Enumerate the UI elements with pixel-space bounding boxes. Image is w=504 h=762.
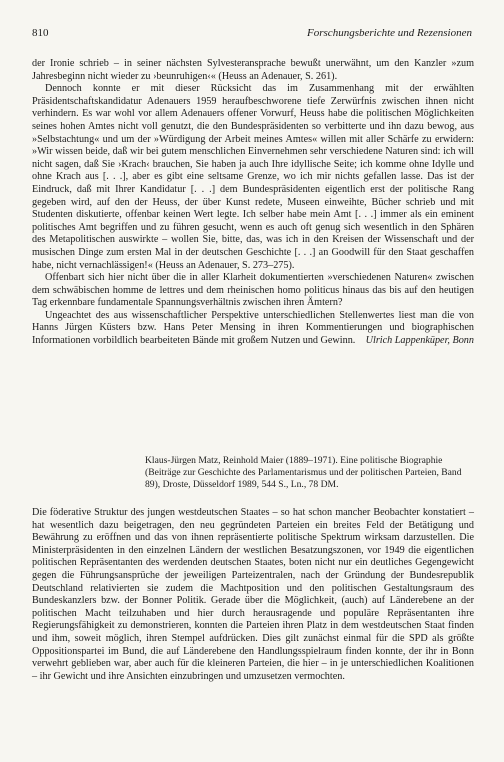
running-title: Forschungsberichte und Rezensionen (307, 27, 472, 39)
page-number: 810 (32, 27, 49, 39)
paragraph: Dennoch konnte er mit dieser Rücksicht das im Zusammenhang mit der erwählten Präsidentschaftskandidatur Adenauers 1959 heraufbeschworene tiefe Zerwürfnis zwischen ihnen nicht verhindern. Es war wohl vor allem Adenauers offener Vorwurf, Heuss habe die politischen Möglichkeiten seines hohen Amtes nicht voll genutzt, die den Bundespräsidenten so verbitterte und ihn dazu bewog, aus »Selbstachtung« und um der »Würdigung der Arbeit meines Amtes« willen mit aller Schärfe zu erwidern: »Wir wissen beide, daß wir bei gutem menschlichen Einvernehmen sehr verschiedene Naturen sind: ich will nicht sagen, daß Sie ›Krach‹ brauchen, Sie haben ja auch Ihre idyllische Seite; ich komme ohne Idylle und ohne Krach aus [. . .], aber es gibt eine seltsame Grenze, wo ich mir nichts gefallen lasse. Das ist der Eindruck, daß mit Ihrer Kandidatur [. . .] dem Bundespräsidenten eigentlich erst der politische Rang gegeben wird, auf den der Heuss, der über Kunst redete, Museen einweihte, Bücher schrieb und mit Studenten diskutierte, offenbar keinen Wert legte. Ich selber habe mein Amt [. . .] immer als ein eminent politisches Amt begriffen und zu führen gesucht, wenn es auch oft genug sich wesentlich in den Sphären des Metapolitischen auswirkte – wollen Sie, bitte, das, was ich in den Kreisen der Wissenschaft und der musischen Dinge zum ersten Mal in der deutschen Geschichte [. . .] an Goodwill für den Staat geschaffen habe, nicht vernachlässigen!« (Heuss an Adenauer, S. 273–275). (32, 83, 474, 271)
review-matz (32, 507, 474, 683)
page-header (32, 27, 472, 41)
paragraph: Ungeachtet des aus wissenschaftlicher Perspektive unterschiedlichen Stellenwertes liest man die von Hanns Jürgen Küsters bzw. Hans Peter Mensing in ihren Kommentierungen und biographischen Informationen vorbildlich bearbeiteten Bände mit großem Nutzen und Gewinn. (32, 309, 474, 347)
reviewer-signature: Ulrich Lappenküper, Bonn (365, 335, 474, 347)
review-lappenkueper (32, 58, 474, 348)
paragraph: Die föderative Struktur des jungen westdeutschen Staates – so hat schon mancher Beobachter konstatiert – hat wesentlich dazu beigetragen, den neu gegründeten Parteien ein breites Feld der Betätigung und Bewährung zu eröffnen und das von ihnen repräsentierte politische Spektrum wirksam darzustellen. Die Ministerpräsidenten in den einzelnen Ländern der westlichen Besatzungszonen, vor 1949 die eigentlichen politischen Repräsentanten des werdenden deutschen Staates, boten nicht nur ein deutliches Gegengewicht gegen die Führungsansprüche der jeweiligen Parteizentralen, nach der Gründung der Bundesrepublik Deutschland relativierten sie zudem die Machtposition und den politischen Gestaltungsraum des Bundeskanzlers bzw. der Bonner Politik. Gerade über die Möglichkeit, (auch) auf Länderebene an der politischen Macht teilzuhaben und hier durch herausragende und populäre Repräsentanten ihre Regierungsfähigkeit zu demonstrieren, konnten die Parteien ihren Platz in dem westdeutschen Staat finden und ihm, soweit möglich, ihren Stempel aufdrücken. Dies gilt zunächst einmal für die SPD als größte Oppositionspartei im Bund, die auf Länderebene den Handlungsspielraum finden konnte, der ihr in Bonn verwehrt geblieben war, aber auch für die kleineren Parteien, die hier – in je unterschiedlichen Koalitionen – ihr Gewicht und ihre Ansichten einzubringen und umzusetzen vermochten. (32, 507, 474, 682)
paragraph: der Ironie schrieb – in seiner nächsten Sylvesteransprache bewußt unerwähnt, um den Kanzler »zum Jahresbeginn nicht wieder zu ›beunruhigen‹« (Heuss an Adenauer, S. 261). (32, 58, 474, 82)
book-citation (145, 455, 475, 492)
paragraph: Offenbart sich hier nicht über die in aller Klarheit dokumentierten »verschiedenen Naturen« zwischen dem schwäbischen homme de lettres und dem rheinischen homo politicus hinaus das bis auf den heutigen Tag erkennbare fundamentale Spannungsverhältnis zwischen ihren Ämtern? (32, 272, 474, 309)
citation-text: Klaus-Jürgen Matz, Reinhold Maier (1889–1971). Eine politische Biographie (Beiträge zur Geschichte des Parlamentarismus und der politischen Parteien, Band 89), Droste, Düsseldorf 1989, 544 S., Ln., 78 DM. (145, 455, 462, 491)
